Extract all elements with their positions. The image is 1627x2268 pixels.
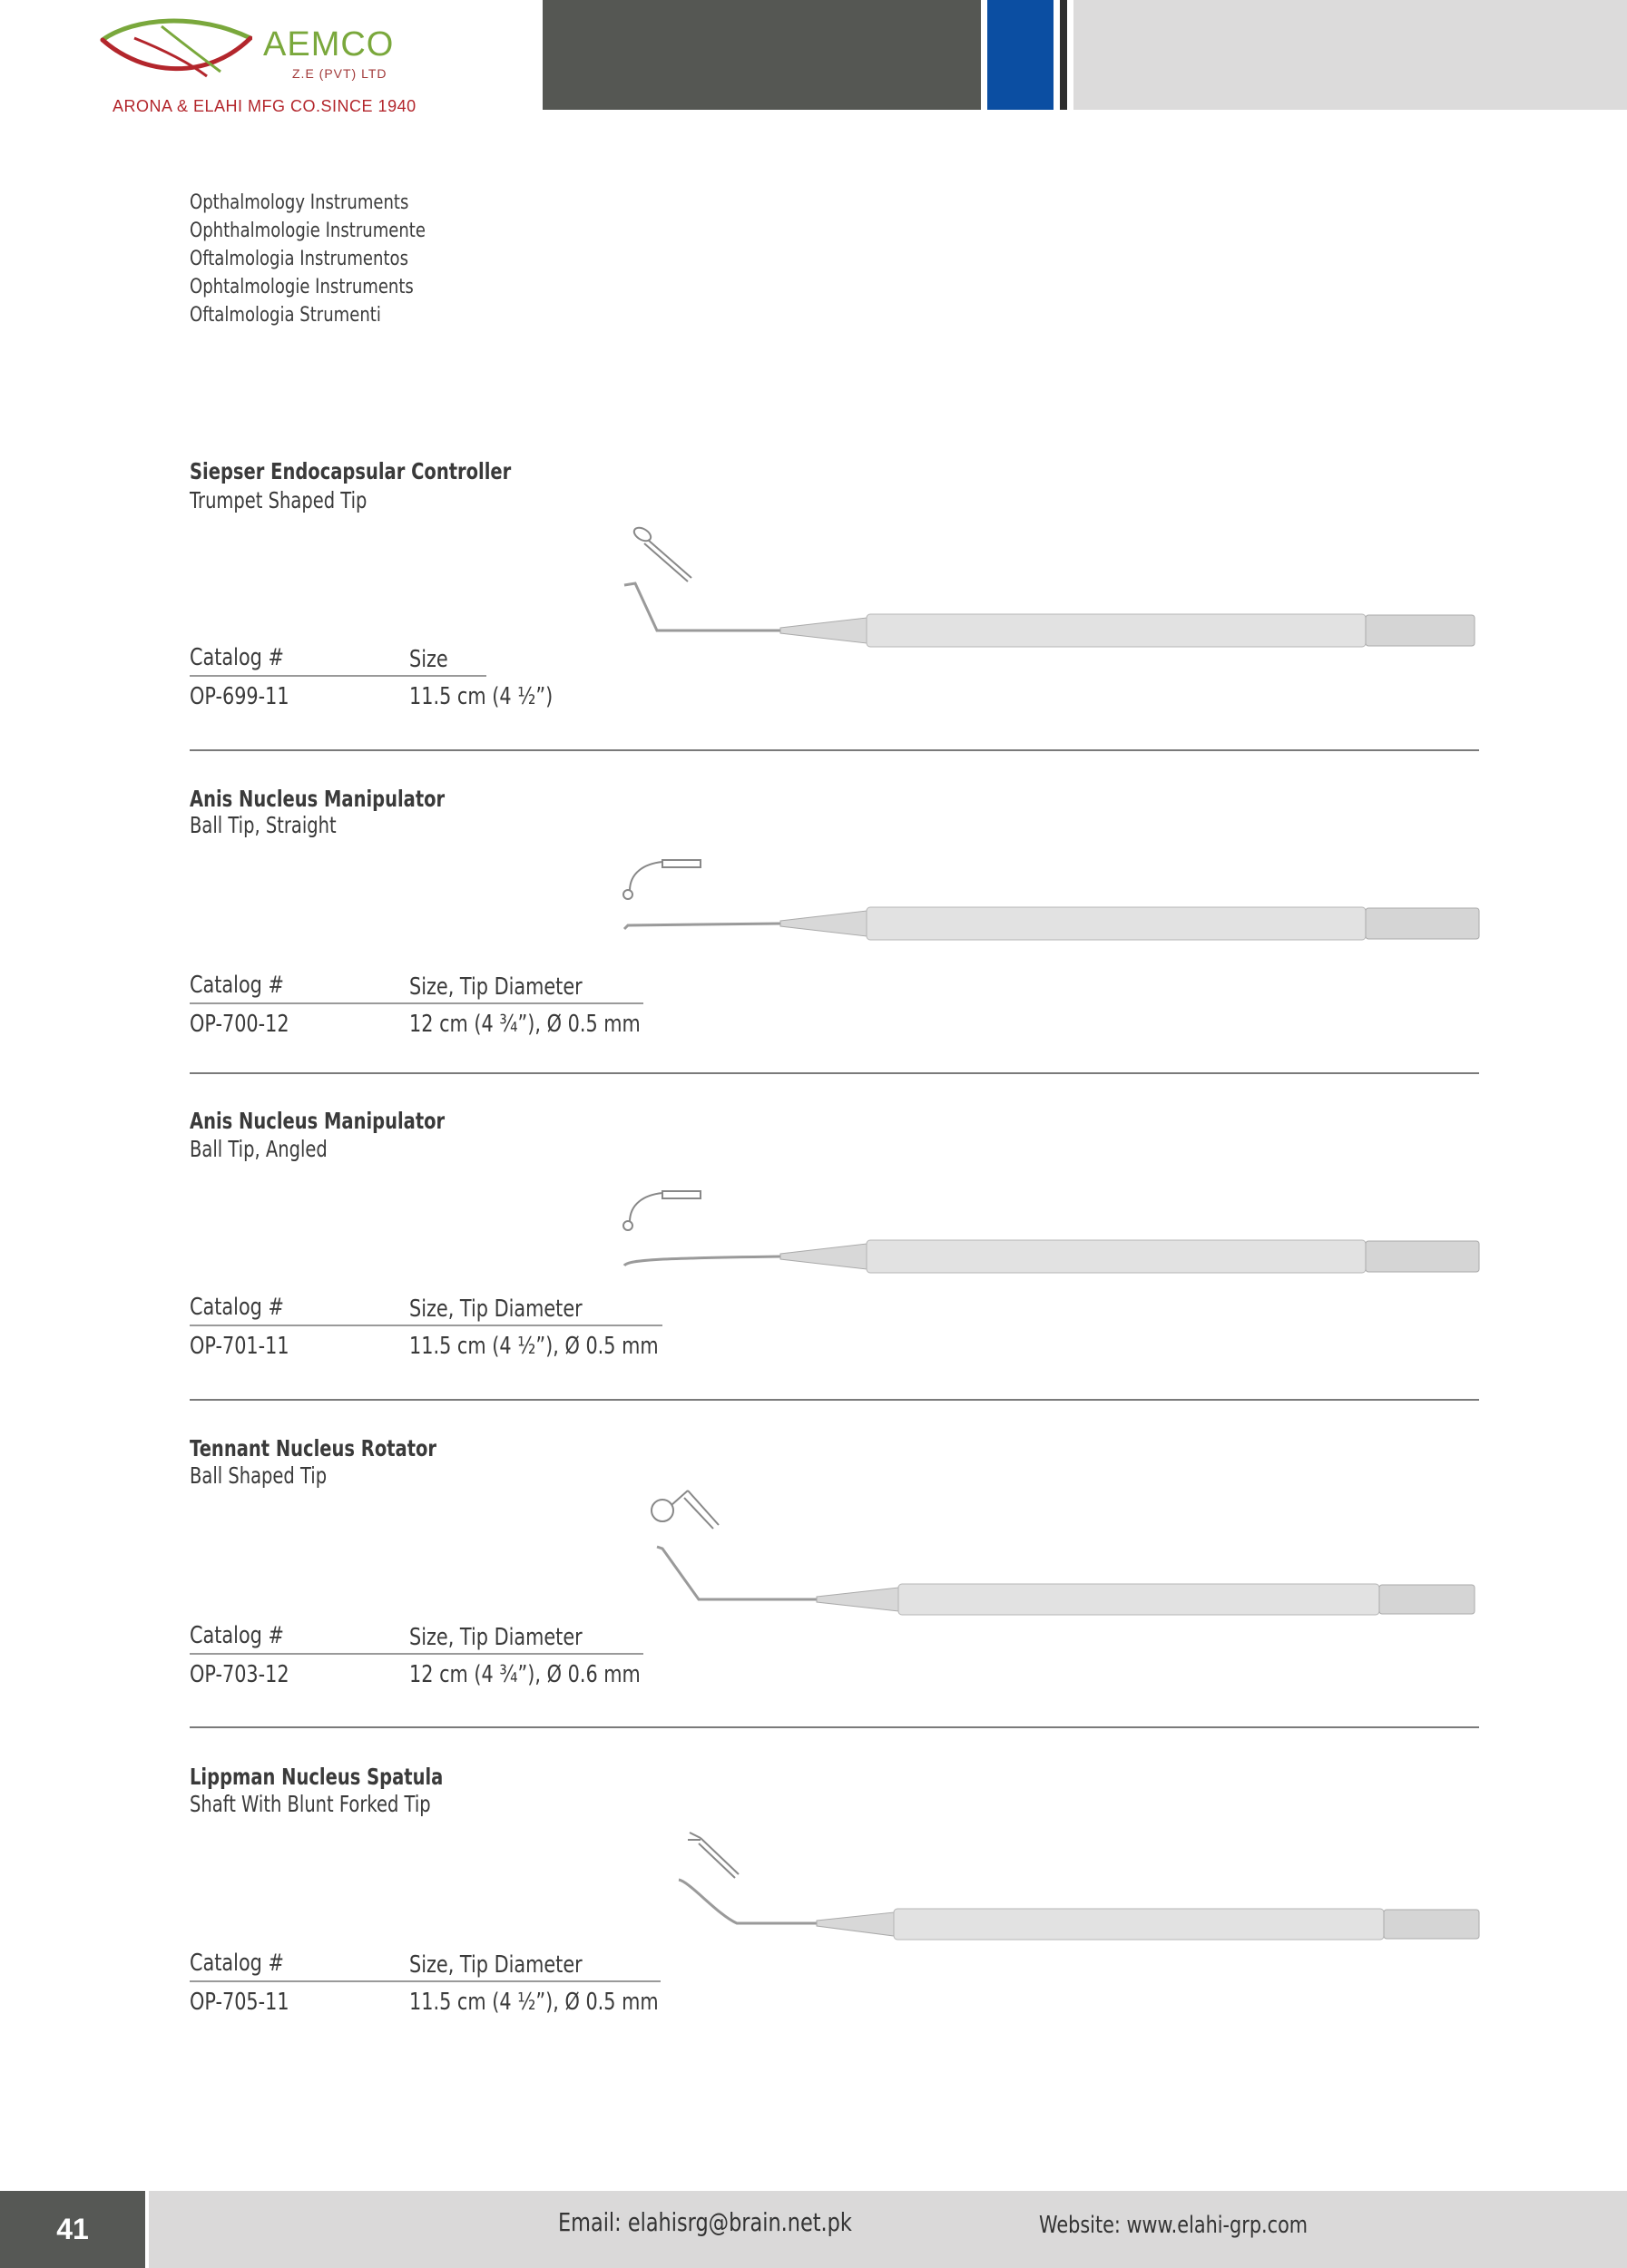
tip-detail-icon — [623, 1191, 701, 1230]
catalog-number: OP-700-12 — [190, 1011, 289, 1038]
category-item: Oftalmologia Instrumentos — [190, 248, 408, 270]
section-divider — [190, 749, 1479, 751]
tip-detail-icon — [688, 1833, 739, 1878]
spec-value: 12 cm (4 ¾”), Ø 0.6 mm — [409, 1661, 641, 1688]
spec-label: Size, Tip Diameter — [409, 1295, 583, 1323]
catalog-label: Catalog # — [190, 1622, 284, 1649]
catalog-label: Catalog # — [190, 644, 284, 671]
tip-detail-icon — [652, 1491, 719, 1529]
category-item: Ophtalmologie Instruments — [190, 276, 414, 298]
product-title: Lippman Nucleus Spatula — [190, 1764, 444, 1790]
brand-subtitle: Z.E (PVT) LTD — [292, 66, 387, 81]
product-subtitle: Trumpet Shaped Tip — [190, 487, 368, 513]
spec-underline — [190, 1002, 643, 1004]
spec-label: Size, Tip Diameter — [409, 973, 583, 1001]
catalog-number: OP-699-11 — [190, 683, 289, 710]
section-divider — [190, 1072, 1479, 1074]
header-divider-band — [1060, 0, 1067, 110]
brand-name: AEMCO — [263, 25, 395, 64]
spec-label: Size, Tip Diameter — [409, 1624, 583, 1651]
section-divider — [190, 1399, 1479, 1401]
brand-tagline: ARONA & ELAHI MFG CO.SINCE 1940 — [113, 97, 417, 115]
product-title: Siepser Endocapsular Controller — [190, 458, 512, 484]
company-logo-icon — [98, 13, 252, 87]
page-number: 41 — [0, 2191, 145, 2268]
instrument-image — [617, 522, 1488, 658]
spec-value: 11.5 cm (4 ½”), Ø 0.5 mm — [409, 1333, 659, 1360]
product-subtitle: Shaft With Blunt Forked Tip — [190, 1791, 431, 1817]
tip-detail-icon — [632, 525, 691, 582]
spec-label: Size — [409, 646, 448, 673]
spec-value: 12 cm (4 ¾”), Ø 0.5 mm — [409, 1011, 641, 1038]
footer-bar — [149, 2191, 1627, 2268]
product-title: Anis Nucleus Manipulator — [190, 1108, 446, 1134]
header-dark-band — [543, 0, 981, 110]
section-divider — [190, 1726, 1479, 1728]
catalog-number: OP-701-11 — [190, 1333, 289, 1360]
spec-underline — [190, 675, 486, 677]
spec-label: Size, Tip Diameter — [409, 1951, 583, 1979]
product-title: Tennant Nucleus Rotator — [190, 1435, 437, 1461]
spec-underline — [190, 1325, 662, 1326]
instrument-image — [635, 1483, 1488, 1628]
instrument-image — [635, 1823, 1488, 1950]
tip-detail-icon — [623, 860, 701, 899]
catalog-label: Catalog # — [190, 972, 284, 999]
header-light-band — [1073, 0, 1627, 110]
footer-email[interactable]: Email: elahisrg@brain.net.pk — [558, 2207, 852, 2237]
category-item: Oftalmologia Strumenti — [190, 304, 381, 327]
category-list — [190, 189, 426, 329]
spec-value: 11.5 cm (4 ½”), Ø 0.5 mm — [409, 1989, 659, 2016]
instrument-image — [617, 1184, 1488, 1302]
product-title: Anis Nucleus Manipulator — [190, 786, 446, 812]
product-subtitle: Ball Tip, Angled — [190, 1136, 328, 1162]
product-subtitle: Ball Shaped Tip — [190, 1462, 328, 1489]
category-item: Opthalmology Instruments — [190, 191, 409, 214]
spec-value: 11.5 cm (4 ½”) — [409, 683, 554, 710]
catalog-number: OP-705-11 — [190, 1989, 289, 2016]
spec-underline — [190, 1653, 643, 1655]
catalog-label: Catalog # — [190, 1950, 284, 1977]
category-item: Ophthalmologie Instrumente — [190, 220, 426, 242]
instrument-image — [617, 853, 1488, 971]
header-blue-band — [987, 0, 1054, 110]
catalog-label: Catalog # — [190, 1294, 284, 1321]
product-subtitle: Ball Tip, Straight — [190, 812, 337, 838]
footer-website[interactable]: Website: www.elahi-grp.com — [1039, 2212, 1308, 2239]
spec-underline — [190, 1980, 661, 1982]
catalog-number: OP-703-12 — [190, 1661, 289, 1688]
